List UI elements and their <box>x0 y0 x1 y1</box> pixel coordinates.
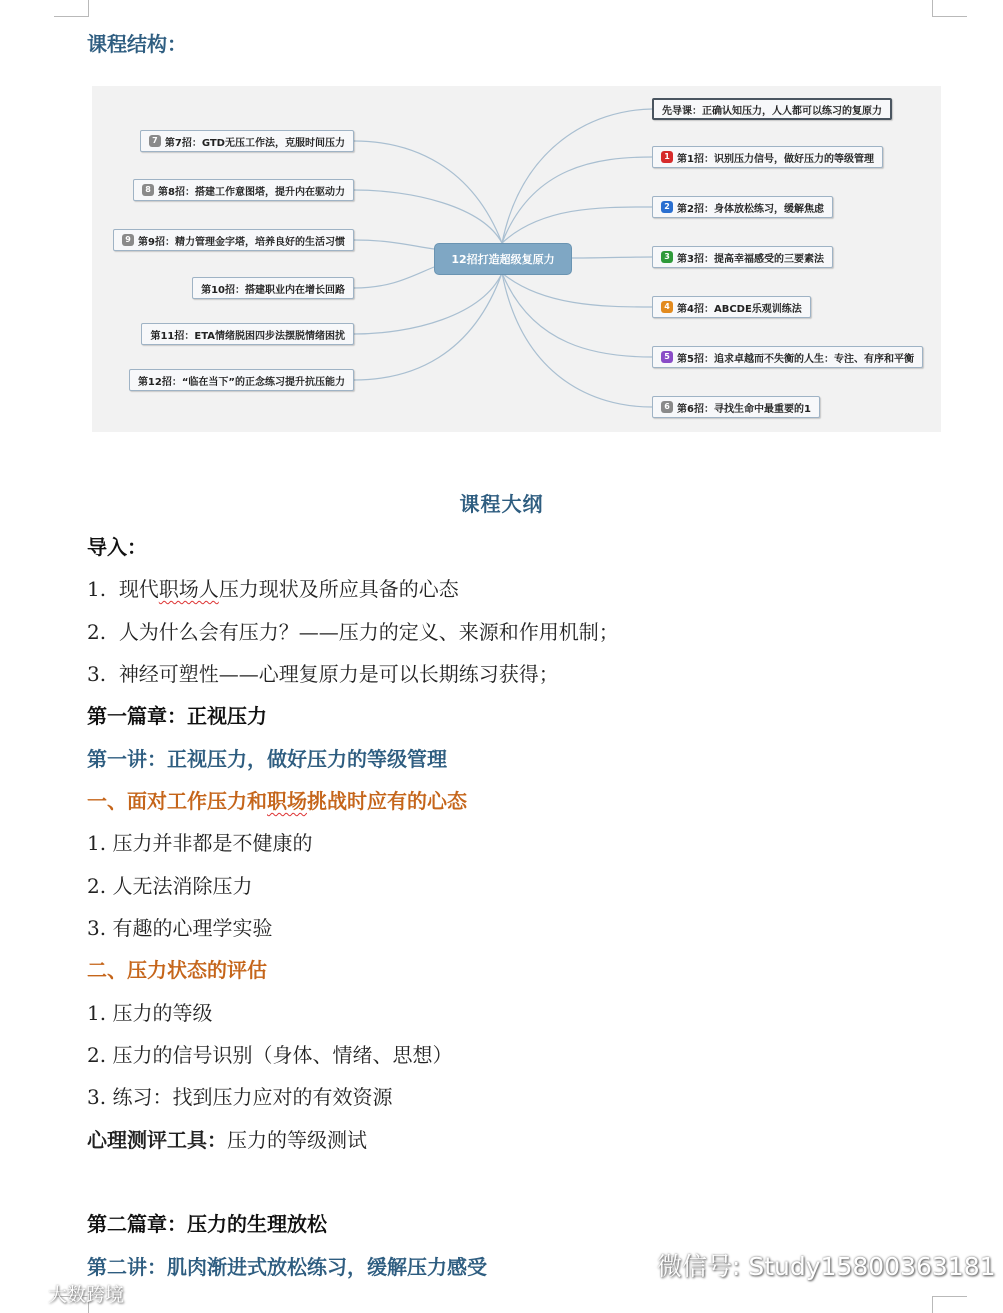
brand-logo-icon <box>4 1282 48 1306</box>
node-label: 第10招：搭建职业内在增长回路 <box>201 284 345 296</box>
node-label: 第8招：搭建工作意图塔，提升内在驱动力 <box>158 186 345 198</box>
lecture-2-title: 第二讲：肌肉渐进式放松练习，缓解压力感受 <box>87 1255 487 1279</box>
number-badge: 1 <box>661 151 673 163</box>
number-badge: 4 <box>661 301 673 313</box>
list-item: 3. 练习：找到压力应对的有效资源 <box>87 1085 393 1109</box>
node-label: 第6招：寻找生命中最重要的1 <box>677 403 811 415</box>
mindmap-node-3 <box>652 246 833 268</box>
spellcheck-word: 职场人 <box>158 577 219 601</box>
node-label: 第9招：精力管理金字塔，培养良好的生活习惯 <box>138 236 345 248</box>
part1-heading: 第一篇章：正视压力 <box>87 704 267 728</box>
list-item: 2. 压力的信号识别（身体、情绪、思想） <box>87 1043 453 1067</box>
part2-heading: 第二篇章：压力的生理放松 <box>87 1212 327 1236</box>
node-label: 第2招：身体放松练习，缓解焦虑 <box>677 203 824 215</box>
node-label: 第7招：GTD无压工作法，克服时间压力 <box>164 137 345 149</box>
brand-watermark <box>4 1280 124 1307</box>
page-corner-mark <box>54 0 89 17</box>
wechat-id-text: 微信号: Study15800363181 <box>657 1252 996 1281</box>
node-label: 第4招：ABCDE乐观训练法 <box>677 303 802 315</box>
brand-text: 大数跨境 <box>48 1284 125 1306</box>
number-badge: 2 <box>661 201 673 213</box>
tool-text: 压力的等级测试 <box>227 1128 367 1152</box>
list-number: 3. <box>87 662 107 686</box>
assessment-tool-line <box>87 1124 367 1153</box>
mindmap-node-4 <box>652 296 811 318</box>
list-number: 1. <box>87 577 107 601</box>
list-item: 2. 人无法消除压力 <box>87 874 253 898</box>
mindmap-node-11 <box>141 323 354 345</box>
mindmap-node-5 <box>652 346 923 368</box>
list-item: 3. 有趣的心理学实验 <box>87 916 273 940</box>
mindmap-node-1 <box>652 146 883 168</box>
node-label: 先导课：正确认知压力，人人都可以练习的复原力 <box>662 105 882 117</box>
spellcheck-word: 职场 <box>267 789 307 813</box>
mindmap-node-7 <box>140 130 354 152</box>
list-item: 1. 压力并非都是不健康的 <box>87 831 313 855</box>
node-label: 第1招：识别压力信号，做好压力的等级管理 <box>677 153 874 165</box>
intro-item-2 <box>87 616 619 645</box>
item-text: 神经可塑性——心理复原力是可以长期练习获得； <box>118 662 559 686</box>
number-badge: 3 <box>661 251 673 263</box>
wechat-icon <box>615 1250 651 1280</box>
mindmap-node-9 <box>113 229 354 251</box>
course-mindmap <box>92 86 941 432</box>
item-text: 人为什么会有压力？——压力的定义、来源和作用机制； <box>118 620 619 644</box>
outline-title: 课程大纲 <box>459 492 544 516</box>
section-text-post: 挑战时应有的心态 <box>307 789 467 813</box>
page-corner-mark <box>932 0 967 17</box>
node-label: 第11招：ETA情绪脱困四步法摆脱情绪困扰 <box>150 330 345 342</box>
intro-item-3 <box>87 658 559 687</box>
mindmap-center-node: 12招打造超级复原力 <box>434 243 572 275</box>
mindmap-node-10 <box>192 277 354 299</box>
node-label: 第5招：追求卓越而不失衡的人生：专注、有序和平衡 <box>677 353 914 365</box>
item-text-post: 压力现状及所应具备的心态 <box>218 577 459 601</box>
number-badge: 7 <box>149 135 161 147</box>
mindmap-node-12 <box>129 369 354 391</box>
intro-heading: 导入： <box>87 535 147 559</box>
number-badge: 6 <box>661 401 673 413</box>
number-badge: 8 <box>142 184 154 196</box>
lecture-1-title: 第一讲：正视压力，做好压力的等级管理 <box>87 747 447 771</box>
section-1-title <box>87 785 467 814</box>
tool-label: 心理测评工具： <box>87 1128 227 1152</box>
number-badge: 5 <box>661 351 673 363</box>
section-2-title: 二、压力状态的评估 <box>87 958 267 982</box>
list-number: 2. <box>87 620 107 644</box>
mindmap-node-2 <box>652 196 833 218</box>
intro-item-1 <box>87 573 459 602</box>
mindmap-node-8 <box>133 179 354 201</box>
node-label: 第12招：“临在当下”的正念练习提升抗压能力 <box>137 376 345 388</box>
section-text-pre: 一、面对工作压力和 <box>87 789 267 813</box>
mindmap-node-intro <box>652 98 892 120</box>
node-label: 第3招：提高幸福感受的三要素法 <box>677 253 824 265</box>
item-text-pre: 现代 <box>118 577 159 601</box>
section-title: 课程结构： <box>87 32 187 56</box>
number-badge: 9 <box>122 234 134 246</box>
page-corner-mark <box>932 1296 967 1313</box>
wechat-watermark <box>615 1248 996 1282</box>
mindmap-node-6 <box>652 396 820 418</box>
list-item: 1. 压力的等级 <box>87 1001 213 1025</box>
